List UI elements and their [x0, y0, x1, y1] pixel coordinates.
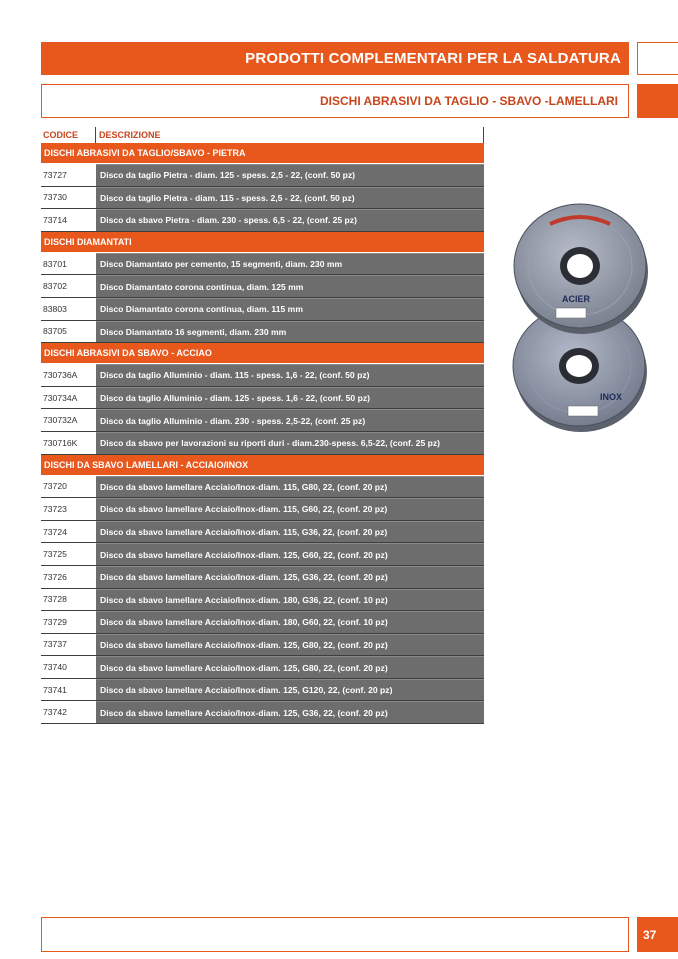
product-description: Disco da taglio Alluminio - diam. 115 - spess. 1,6 - 22, (conf. 50 pz) [96, 364, 484, 386]
page-number: 37 [643, 927, 657, 942]
product-description: Disco da taglio Pietra - diam. 125 - spess. 2,5 - 22, (conf. 50 pz) [96, 164, 484, 186]
product-description: Disco da taglio Pietra - diam. 115 - spess. 2,5 - 22, (conf. 50 pz) [96, 187, 484, 209]
product-code: 73726 [41, 566, 96, 588]
disc2-label: INOX [600, 392, 623, 402]
product-code: 73724 [41, 521, 96, 543]
table-row [41, 275, 484, 298]
product-description: Disco Diamantato 16 segmenti, diam. 230 mm [96, 321, 484, 343]
table-body [41, 143, 484, 724]
product-description: Disco da sbavo Pietra - diam. 230 - spess. 6,5 - 22, (conf. 25 pz) [96, 209, 484, 231]
product-description: Disco da sbavo lamellare Acciaio/Inox-diam. 180, G60, 22, (conf. 10 pz) [96, 611, 484, 633]
table-row [41, 566, 484, 589]
product-description: Disco da sbavo lamellare Acciaio/Inox-diam. 115, G80, 22, (conf. 20 pz) [96, 476, 484, 498]
table-row [41, 364, 484, 387]
table-row [41, 589, 484, 612]
product-code: 73723 [41, 498, 96, 520]
category-header: DISCHI ABRASIVI DA SBAVO - ACCIAO [41, 343, 484, 364]
category-header: DISCHI DA SBAVO LAMELLARI - ACCIAIO/INOX [41, 455, 484, 476]
product-description: Disco da sbavo per lavorazioni su riporti duri - diam.230-spess. 6,5-22, (conf. 25 pz) [96, 432, 484, 454]
table-header [41, 127, 484, 143]
product-description: Disco da sbavo lamellare Acciaio/Inox-diam. 125, G80, 22, (conf. 20 pz) [96, 656, 484, 678]
category-header: DISCHI DIAMANTATI [41, 232, 484, 253]
product-code: 73728 [41, 589, 96, 611]
product-description: Disco da sbavo lamellare Acciaio/Inox-diam. 125, G60, 22, (conf. 20 pz) [96, 543, 484, 565]
table-row [41, 298, 484, 321]
product-code: 73741 [41, 679, 96, 701]
product-code: 73730 [41, 187, 96, 209]
footer-box [41, 917, 629, 952]
product-code: 730734A [41, 387, 96, 409]
product-description: Disco da sbavo lamellare Acciaio/Inox-diam. 115, G60, 22, (conf. 20 pz) [96, 498, 484, 520]
header-divider-right [483, 127, 484, 143]
table-row [41, 253, 484, 276]
table-row [41, 209, 484, 232]
disc1-label: ACIER [562, 294, 591, 304]
product-code: 73729 [41, 611, 96, 633]
product-description: Disco da sbavo lamellare Acciaio/Inox-diam. 125, G80, 22, (conf. 20 pz) [96, 634, 484, 656]
title-side-box [637, 42, 678, 75]
table-row [41, 521, 484, 544]
subtitle-side-block [637, 84, 678, 118]
table-row [41, 432, 484, 455]
table-row [41, 409, 484, 432]
table-row [41, 387, 484, 410]
table-row [41, 164, 484, 187]
table-row [41, 611, 484, 634]
page-title: PRODOTTI COMPLEMENTARI PER LA SALDATURA [245, 50, 621, 67]
product-description: Disco da sbavo lamellare Acciaio/Inox-diam. 115, G36, 22, (conf. 20 pz) [96, 521, 484, 543]
product-description: Disco da sbavo lamellare Acciaio/Inox-diam. 180, G36, 22, (conf. 10 pz) [96, 589, 484, 611]
table-row [41, 634, 484, 657]
product-code: 73720 [41, 476, 96, 498]
table-row [41, 701, 484, 724]
page-title-banner [41, 42, 629, 75]
product-description: Disco Diamantato corona continua, diam. 115 mm [96, 298, 484, 320]
product-code: 83702 [41, 275, 96, 297]
product-table [41, 127, 484, 724]
product-description: Disco da sbavo lamellare Acciaio/Inox-diam. 125, G36, 22, (conf. 20 pz) [96, 566, 484, 588]
product-code: 730716K [41, 432, 96, 454]
section-subtitle-banner [41, 84, 629, 118]
column-header-code: CODICE [43, 130, 79, 140]
product-code: 73727 [41, 164, 96, 186]
table-row [41, 498, 484, 521]
product-description: Disco da taglio Alluminio - diam. 230 - spess. 2,5-22, (conf. 25 pz) [96, 409, 484, 431]
product-code: 730736A [41, 364, 96, 386]
product-code: 73714 [41, 209, 96, 231]
product-description: Disco Diamantato corona continua, diam. 125 mm [96, 275, 484, 297]
page-number-badge [637, 917, 678, 952]
column-header-description: DESCRIZIONE [99, 130, 161, 140]
product-description: Disco da taglio Alluminio - diam. 125 - spess. 1,6 - 22, (conf. 50 pz) [96, 387, 484, 409]
product-code: 73740 [41, 656, 96, 678]
disc-acier [514, 204, 648, 334]
product-code: 73742 [41, 701, 96, 723]
product-description: Disco Diamantato per cemento, 15 segmenti, diam. 230 mm [96, 253, 484, 275]
table-row [41, 476, 484, 499]
table-row [41, 543, 484, 566]
product-code: 83705 [41, 321, 96, 343]
table-row [41, 679, 484, 702]
category-header: DISCHI ABRASIVI DA TAGLIO/SBAVO - PIETRA [41, 143, 484, 164]
table-row [41, 321, 484, 344]
abrasive-discs-image [510, 200, 656, 436]
table-row [41, 656, 484, 679]
product-description: Disco da sbavo lamellare Acciaio/Inox-diam. 125, G120, 22, (conf. 20 pz) [96, 679, 484, 701]
table-row [41, 187, 484, 210]
product-code: 73737 [41, 634, 96, 656]
product-code: 83803 [41, 298, 96, 320]
product-description: Disco da sbavo lamellare Acciaio/Inox-diam. 125, G36, 22, (conf. 20 pz) [96, 701, 484, 723]
product-code: 83701 [41, 253, 96, 275]
product-code: 73725 [41, 543, 96, 565]
header-divider [95, 127, 96, 143]
product-code: 730732A [41, 409, 96, 431]
section-subtitle: DISCHI ABRASIVI DA TAGLIO - SBAVO -LAMELLARI [320, 94, 618, 108]
